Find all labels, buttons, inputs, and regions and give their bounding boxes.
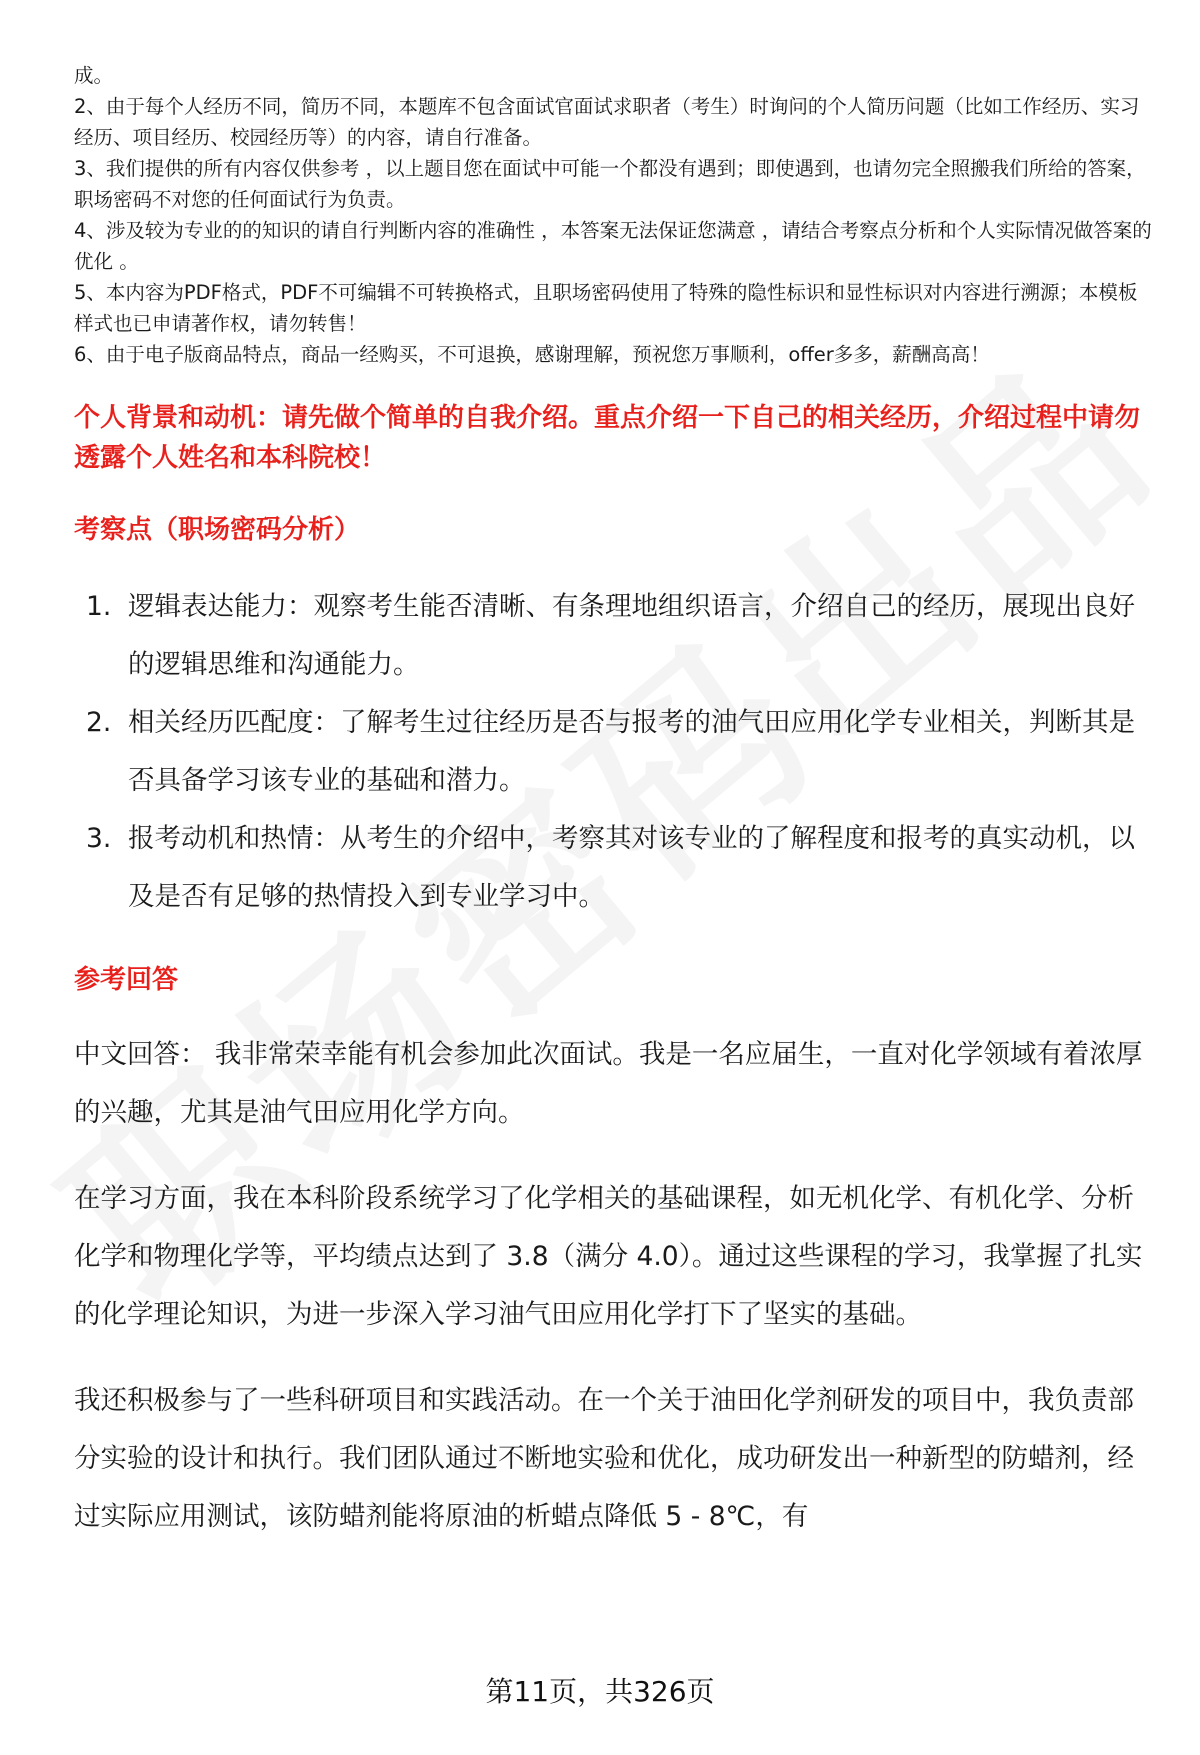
note-3: 4、涉及较为专业的的知识的请自行判断内容的准确性 ，本答案无法保证您满意 ，请结合考察点分析和个人实际情况做答案的优化 。	[74, 219, 1152, 273]
notes-section	[74, 60, 1156, 370]
question-title: 个人背景和动机：请先做个简单的自我介绍。重点介绍一下自己的相关经历，介绍过程中请勿透露个人姓名和本科院校！	[74, 403, 1141, 473]
document-page	[74, 60, 1156, 1546]
answer-section	[74, 1026, 1156, 1546]
note-5: 6、由于电子版商品特点，商品一经购买，不可退换，感谢理解，预祝您万事顺利，offer多多，薪酬高高！	[74, 343, 990, 366]
answer-paragraph: 中文回答： 我非常荣幸能有机会参加此次面试。我是一名应届生，一直对化学领域有着浓厚的兴趣，尤其是油气田应用化学方向。	[74, 1039, 1143, 1128]
note-0: 成。	[74, 64, 114, 87]
note-1: 2、由于每个人经历不同，简历不同，本题库不包含面试官面试求职者（考生）时询问的个人简历问题（比如工作经历、实习经历、项目经历、校园经历等）的内容，请自行准备。	[74, 95, 1140, 149]
analysis-point	[74, 810, 1156, 926]
point-text: 逻辑表达能力：观察考生能否清晰、有条理地组织语言，介绍自己的经历，展现出良好的逻辑思维和沟通能力。	[128, 591, 1135, 680]
answer-paragraph: 我还积极参与了一些科研项目和实践活动。在一个关于油田化学剂研发的项目中，我负责部分实验的设计和执行。我们团队通过不断地实验和优化，成功研发出一种新型的防蜡剂，经过实际应用测试，该防蜡剂能将原油的析蜡点降低 5 - 8℃，有	[74, 1385, 1134, 1532]
analysis-points	[74, 578, 1156, 926]
point-text: 相关经历匹配度：了解考生过往经历是否与报考的油气田应用化学专业相关，判断其是否具备学习该专业的基础和潜力。	[128, 707, 1135, 796]
analysis-point	[74, 578, 1156, 694]
point-text: 报考动机和热情：从考生的介绍中，考察其对该专业的了解程度和报考的真实动机，以及是否有足够的热情投入到专业学习中。	[128, 823, 1135, 912]
point-number: 3.	[86, 823, 112, 854]
analysis-title: 考察点（职场密码分析）	[74, 515, 361, 545]
analysis-point	[74, 694, 1156, 810]
answer-paragraph: 在学习方面，我在本科阶段系统学习了化学相关的基础课程，如无机化学、有机化学、分析化学和物理化学等，平均绩点达到了 3.8（满分 4.0）。通过这些课程的学习，我掌握了扎实的化学理论知识，为进一步深入学习油气田应用化学打下了坚实的基础。	[74, 1183, 1143, 1330]
note-4: 5、本内容为PDF格式，PDF不可编辑不可转换格式，且职场密码使用了特殊的隐性标识和显性标识对内容进行溯源；本模板样式也已申请著作权，请勿转售！	[74, 281, 1138, 335]
answer-title: 参考回答	[74, 965, 179, 995]
page-footer: 第11页，共326页	[485, 1675, 715, 1708]
note-2: 3、我们提供的所有内容仅供参考 ，以上题目您在面试中可能一个都没有遇到；即使遇到，也请勿完全照搬我们所给的答案，职场密码不对您的任何面试行为负责。	[74, 157, 1146, 211]
point-number: 1.	[86, 591, 112, 622]
point-number: 2.	[86, 707, 112, 738]
